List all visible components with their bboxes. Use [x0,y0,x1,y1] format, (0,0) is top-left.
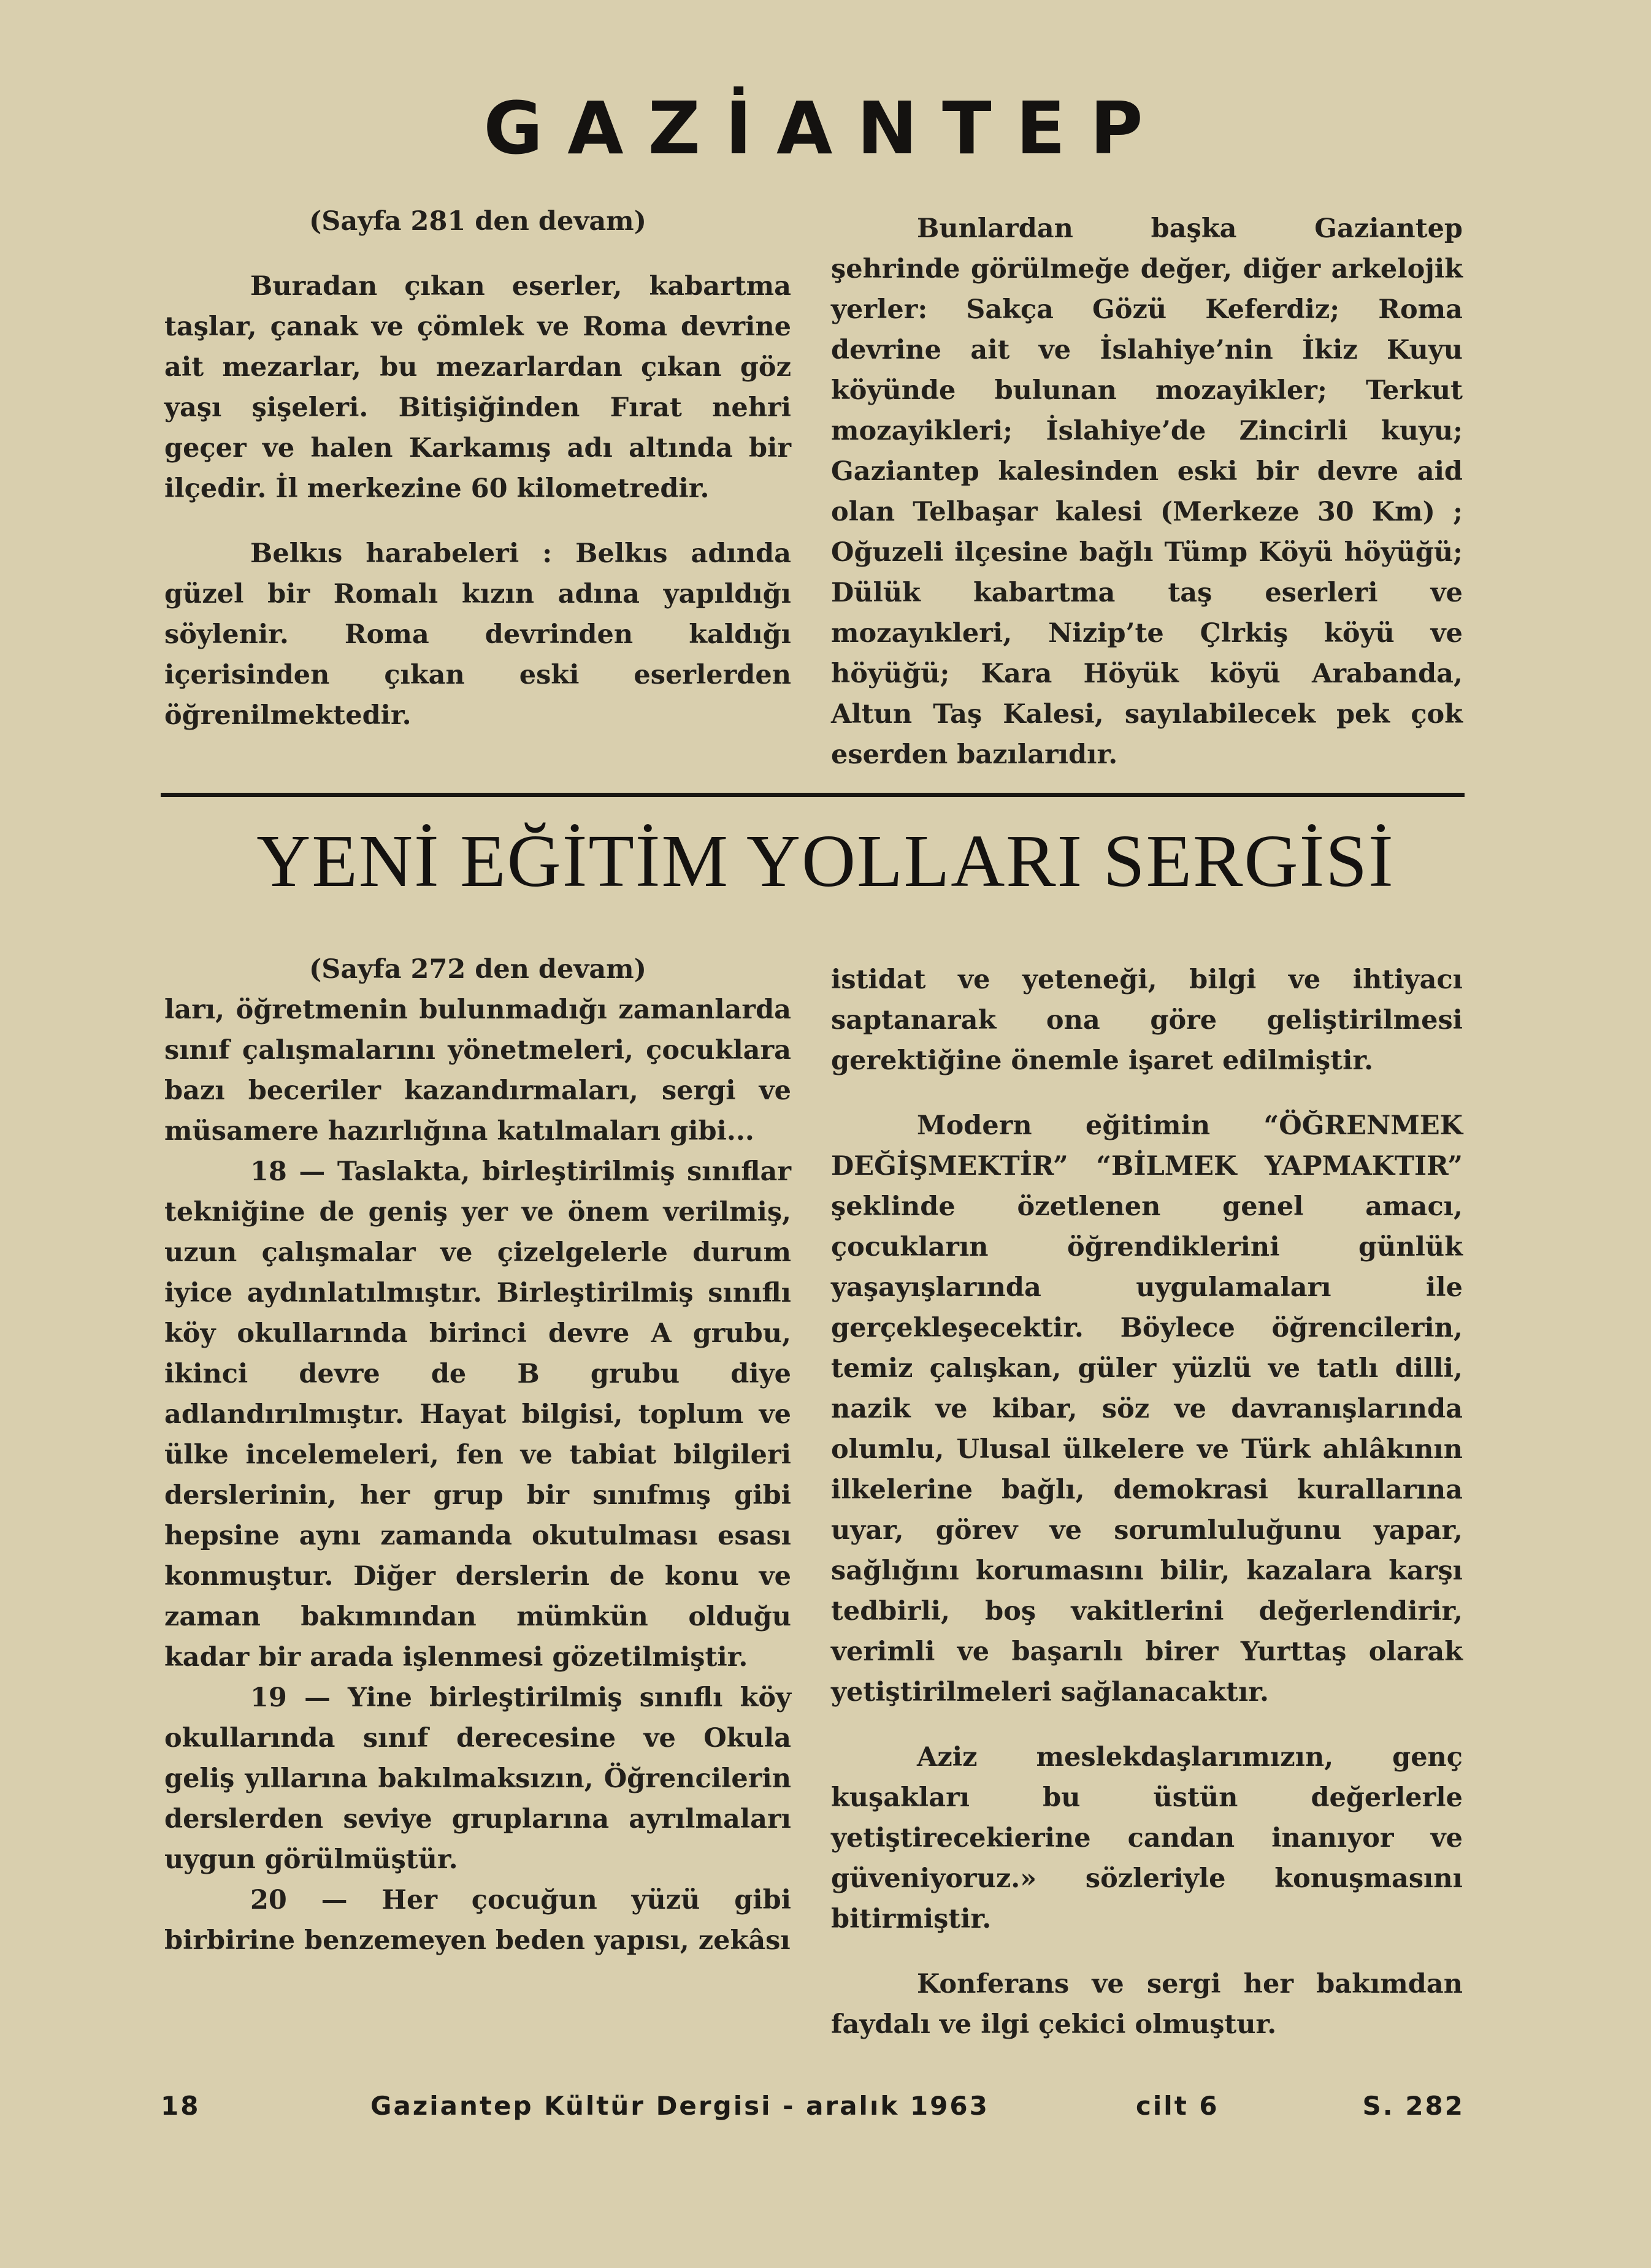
footer-publication: Gaziantep Kültür Dergisi - aralık 1963 [370,2091,989,2121]
section-divider [161,793,1465,797]
footer-page-number: 18 [161,2091,201,2121]
continuation-note: (Sayfa 281 den devam) [308,206,647,237]
paragraph: ları, öğretmenin bulunmadığı zamanlarda sınıf çalışmalarını yönetmeleri, çocuklara bazı beceriler kazandırmaları, sergi ve müsamere hazırlığına katılmaları gibi... [164,995,791,1147]
paragraph: Aziz meslekdaşlarımızın, genç kuşakları bu üstün değerlerle yetiştirecekierine candan inanıyor ve güveniyoruz.» sözleriyle konuşmasını bitirmiştir. [831,1742,1463,1934]
paragraph: Modern eğitimin “ÖĞRENMEK DEĞİŞMEKTİR” “BİLMEK YAPMAKTIR” şeklinde özetlenen genel amacı, çocukların öğrendiklerini günlük yaşayışlarında uygulamaları ile gerçekleşecektir. Böylece öğrencilerin, temiz çalışkan, güler yüzlü ve tatlı dilli, nazik ve kibar, söz ve davranışlarında olumlu, Ulusal ülkelere ve Türk ahlâkının ilkelerine bağlı, demokrasi kurallarına uyar, görev ve sorumluluğunu yapar, sağlığını korumasını bilir, kazalara karşı tedbirli, boş vakitlerini değerlendirir, verimli ve başarılı birer Yurttaş olarak yetiştirilmeleri sağlanacaktır. [831,1110,1463,1708]
section-title: YENİ EĞİTİM YOLLARI SERGİSİ [256,820,1395,903]
footer-volume: cilt 6 [1136,2091,1219,2121]
paragraph: 18 — Taslakta, birleştirilmiş sınıflar tekniğine de geniş yer ve önem verilmiş, uzun çalışmalar ve çizelgelerle durum iyice aydınlatılmıştır. Birleştirilmiş sınıflı köy okullarında birinci devre A grubu, ikinci devre de B grubu diye adlandırılmıştır. Hayat bilgisi, toplum ve ülke incelemeleri, fen ve tabiat bilgileri derslerinin, her grup bir sınıfmış gibi hepsine aynı zamanda okutulması esası konmuştur. Diğer derslerin de konu ve zaman bakımından mümkün olduğu kadar bir arada işlenmesi gözetilmiştir. [164,1156,791,1673]
article1-left-column [164,201,791,736]
paragraph: 19 — Yine birleştirilmiş sınıflı köy okullarında sınıf derecesine ve Okula geliş yıllarına bakılmaksızın, Öğrencilerin derslerden seviye gruplarına ayrılmaları uygun görülmüştür. [164,1682,791,1875]
paragraph: 20 — Her çocuğun yüzü gibi birbirine benzemeyen beden yapısı, zekâsı [164,1885,791,1956]
paragraph: Belkıs harabeleri : Belkıs adında güzel bir Romalı kızın adına yapıldığı söylenir. Roma devrinden kaldığı içerisinden çıkan eski eserlerden öğrenilmektedir. [164,538,791,731]
paragraph: Bunlardan başka Gaziantep şehrinde görülmeğe değer, diğer arkelojik yerler: Sakça Gözü Keferdiz; Roma devrine ait ve İslahiye’nin İkiz Kuyu köyünde bulunan mozayikler; Terkut mozayikleri; İslahiye’de Zincirli kuyu; Gaziantep kalesinden eski bir devre aid olan Telbaşar kalesi (Merkeze 30 Km) ; Oğuzeli ilçesine bağlı Tümp Köyü höyüğü; Dülük kabartma taş eserleri ve mozayıkleri, Nizip’te Çlrkiş köyü ve höyüğü; Kara Höyük köyü Arabanda, Altun Taş Kalesi, sayılabilecek pek çok eserden bazılarıdır. [831,213,1463,770]
article2-left-column [164,949,791,1961]
paragraph: istidat ve yeteneği, bilgi ve ihtiyacı saptanarak ona göre geliştirilmesi gerektiğine önemle işaret edilmiştir. [831,964,1463,1076]
article2-right-column [831,960,1463,2045]
paragraph: Buradan çıkan eserler, kabartma taşlar, çanak ve çömlek ve Roma devrine ait mezarlar, bu mezarlardan çıkan göz yaşı şişeleri. Bitişiğinden Fırat nehri geçer ve halen Karkamış adı altında bir ilçedir. İl merkezine 60 kilometredir. [164,271,791,504]
page-title: GAZİANTEP [483,86,1168,170]
page-footer [161,2091,1465,2134]
article1-right-column [831,208,1463,775]
continuation-note: (Sayfa 272 den devam) [308,954,647,985]
paragraph: Konferans ve sergi her bakımdan faydalı ve ilgi çekici olmuştur. [831,1969,1463,2040]
footer-page-ref: S. 282 [1362,2091,1465,2121]
